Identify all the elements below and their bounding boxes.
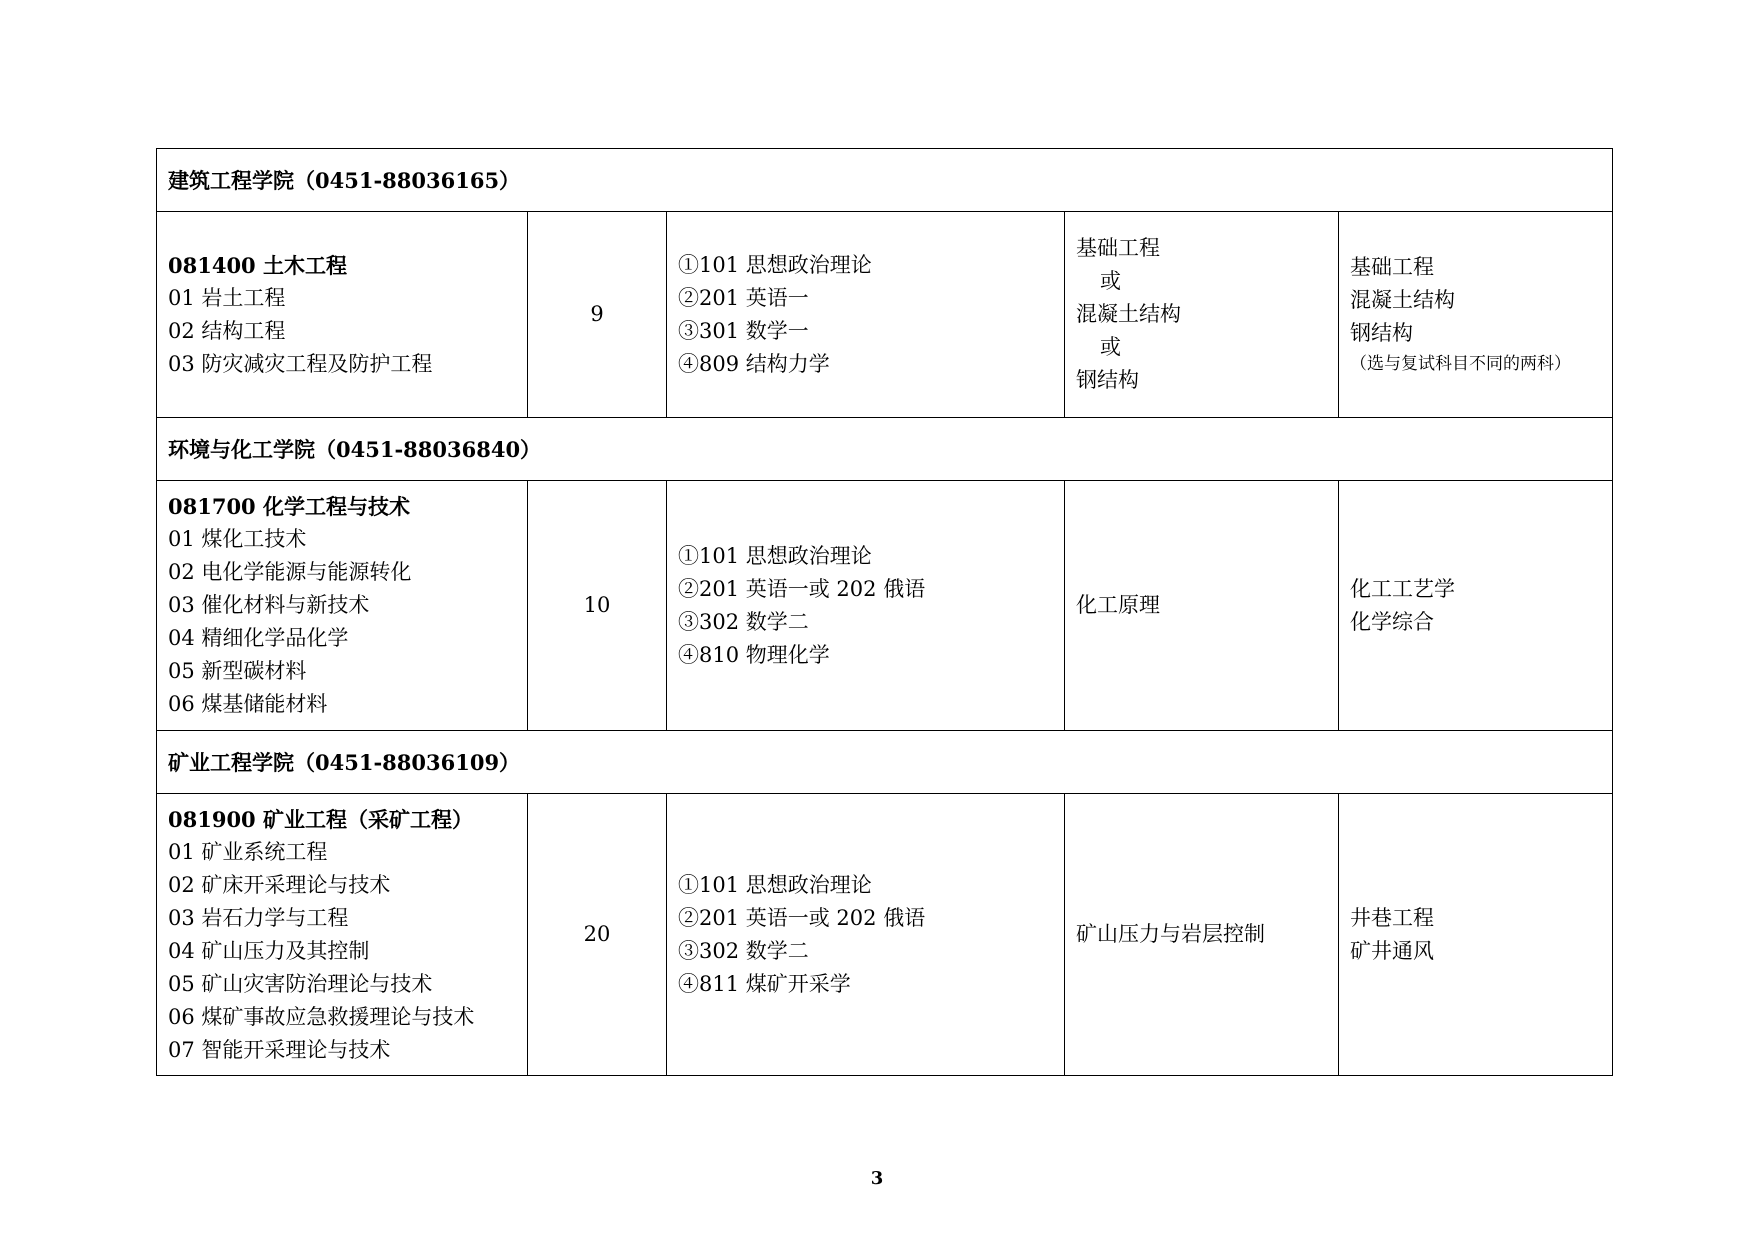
program-cell <box>157 481 528 731</box>
equivalent-exam-cell <box>1065 212 1339 418</box>
retest-subject: 基础工程 <box>1350 255 1434 279</box>
research-direction: 07 智能开采理论与技术 <box>168 1037 391 1062</box>
equivalent-exam-cell <box>1065 794 1339 1076</box>
program-cell <box>157 794 528 1076</box>
exam-subjects-cell <box>667 481 1065 731</box>
retest-cell <box>1339 481 1613 731</box>
research-direction: 04 精细化学品化学 <box>168 626 349 650</box>
admission-catalog-table <box>156 148 1613 1076</box>
equivalent-exam-item: 钢结构 <box>1076 368 1139 392</box>
or-connector: 或 <box>1100 269 1121 293</box>
section-header-row <box>157 418 1613 481</box>
exam-subject: ②201 英语一或 202 俄语 <box>678 905 926 930</box>
research-direction: 05 新型碳材料 <box>168 659 307 683</box>
equivalent-exam-item: 基础工程 <box>1076 236 1160 260</box>
research-direction: 02 矿床开采理论与技术 <box>168 872 391 897</box>
exam-subjects-cell <box>667 794 1065 1076</box>
college-header: 环境与化工学院（0451-88036840） <box>157 418 1613 481</box>
exam-subject: ④811 煤矿开采学 <box>678 971 851 996</box>
equivalent-exam-item: 矿山压力与岩层控制 <box>1076 922 1265 946</box>
equivalent-exam-cell <box>1065 481 1339 731</box>
exam-subject: ③302 数学二 <box>678 938 809 963</box>
program-row <box>157 212 1613 418</box>
program-title: 081900 矿业工程（采矿工程） <box>168 806 473 832</box>
research-direction: 06 煤矿事故应急救援理论与技术 <box>168 1004 475 1029</box>
research-direction: 01 煤化工技术 <box>168 527 307 551</box>
program-title: 081400 土木工程 <box>168 252 347 278</box>
retest-subject: 化工工艺学 <box>1350 576 1455 601</box>
exam-subject: ①101 思想政治理论 <box>678 252 872 277</box>
research-direction: 01 岩土工程 <box>168 285 286 310</box>
retest-note: （选与复试科目不同的两科） <box>1350 354 1571 374</box>
college-header: 建筑工程学院（0451-88036165） <box>157 149 1613 212</box>
exam-subject: ②201 英语一或 202 俄语 <box>678 576 926 601</box>
retest-cell <box>1339 794 1613 1076</box>
retest-cell <box>1339 212 1613 418</box>
exam-subject: ③302 数学二 <box>678 609 809 634</box>
exam-subject: ①101 思想政治理论 <box>678 543 872 568</box>
exam-subject: ②201 英语一 <box>678 285 809 310</box>
research-direction: 03 岩石力学与工程 <box>168 905 349 930</box>
research-direction: 03 催化材料与新技术 <box>168 593 370 617</box>
exam-subject: ④809 结构力学 <box>678 351 830 376</box>
retest-subject: 化学综合 <box>1350 609 1434 634</box>
equivalent-exam-item: 混凝土结构 <box>1076 302 1181 326</box>
research-direction: 05 矿山灾害防治理论与技术 <box>168 971 433 996</box>
equivalent-exam-item: 化工原理 <box>1076 593 1160 617</box>
exam-subject: ①101 思想政治理论 <box>678 872 872 897</box>
college-header: 矿业工程学院（0451-88036109） <box>157 731 1613 794</box>
enrollment-count: 20 <box>528 794 667 1076</box>
research-direction: 04 矿山压力及其控制 <box>168 938 370 963</box>
exam-subject: ③301 数学一 <box>678 318 809 343</box>
page-number: 3 <box>870 1168 884 1189</box>
program-row <box>157 481 1613 731</box>
exam-subjects-cell <box>667 212 1065 418</box>
enrollment-count: 10 <box>528 481 667 731</box>
retest-subject: 井巷工程 <box>1350 905 1434 930</box>
research-direction: 01 矿业系统工程 <box>168 839 328 864</box>
section-header-row <box>157 731 1613 794</box>
or-connector: 或 <box>1100 335 1121 359</box>
exam-subject: ④810 物理化学 <box>678 642 830 667</box>
retest-subject: 混凝土结构 <box>1350 288 1455 312</box>
section-header-row <box>157 149 1613 212</box>
program-title: 081700 化学工程与技术 <box>168 494 410 519</box>
research-direction: 06 煤基储能材料 <box>168 692 328 716</box>
research-direction: 02 电化学能源与能源转化 <box>168 560 412 584</box>
enrollment-count: 9 <box>528 212 667 418</box>
retest-subject: 钢结构 <box>1350 321 1413 345</box>
program-row <box>157 794 1613 1076</box>
retest-subject: 矿井通风 <box>1350 938 1434 963</box>
research-direction: 03 防灾减灾工程及防护工程 <box>168 351 433 376</box>
research-direction: 02 结构工程 <box>168 318 286 343</box>
program-cell <box>157 212 528 418</box>
